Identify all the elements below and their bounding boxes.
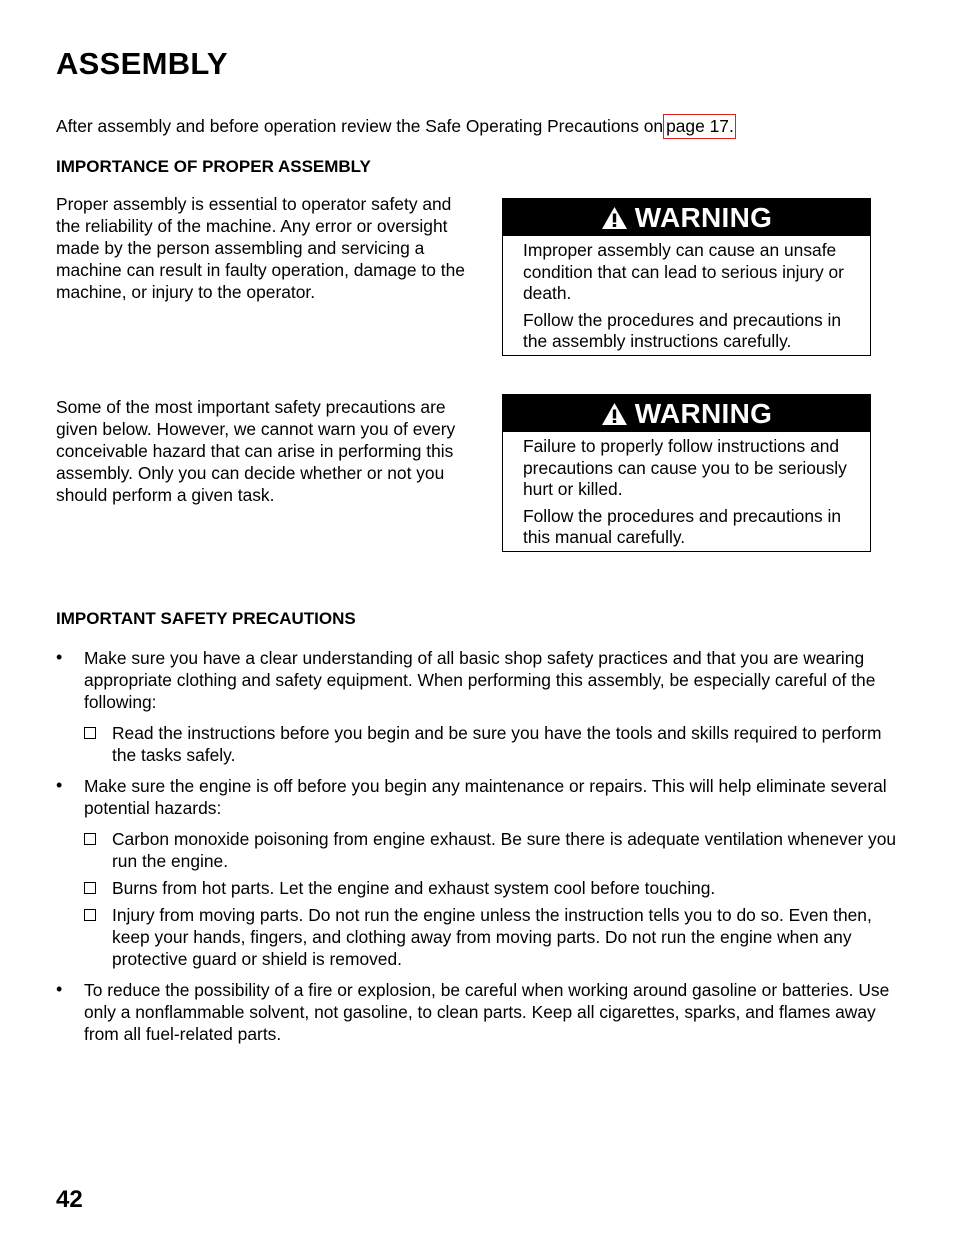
- warning-label: WARNING: [634, 397, 773, 429]
- bullet-icon: •: [56, 775, 63, 795]
- section-heading-safety-precautions: IMPORTANT SAFETY PRECAUTIONS: [56, 609, 356, 628]
- intro-period: .: [728, 116, 734, 136]
- checkbox-icon: [84, 909, 96, 921]
- warning-body: [503, 432, 870, 551]
- safety-precautions-list: [56, 647, 906, 1054]
- sub-list-item: [84, 877, 906, 899]
- bullet-icon: •: [56, 647, 63, 667]
- sub-list-item: [84, 904, 906, 970]
- sub-list-item-text: Injury from moving parts. Do not run the engine unless the instruction tells you to do so. Even then, keep your hands, fingers, and clothing away from moving parts. Do not run the engine when any protective guard or shield is removed.: [112, 905, 872, 969]
- warning-line: Improper assembly can cause an unsafe condition that can lead to serious injury or death.: [523, 240, 844, 303]
- page-title: ASSEMBLY: [56, 46, 228, 81]
- warning-header: [503, 199, 870, 236]
- warning-triangle-icon: [601, 206, 628, 230]
- page-17-link[interactable]: [663, 114, 736, 139]
- sub-list-item-text: Read the instructions before you begin and be sure you have the tools and skills required to perform the tasks safely.: [112, 723, 882, 765]
- warning-line: Failure to properly follow instructions and precautions can cause you to be seriously hurt or killed.: [523, 436, 847, 499]
- warning-box-instructions: [502, 394, 871, 552]
- warning-line: Follow the procedures and precautions in the assembly instructions carefully.: [523, 309, 842, 351]
- sub-list-item-text: Burns from hot parts. Let the engine and exhaust system cool before touching.: [112, 878, 716, 898]
- bullet-icon: •: [56, 979, 63, 999]
- checkbox-icon: [84, 727, 96, 739]
- list-item: [56, 647, 906, 766]
- section-heading-proper-assembly: IMPORTANCE OF PROPER ASSEMBLY: [56, 157, 371, 176]
- proper-assembly-paragraph: [56, 193, 476, 303]
- sub-list-item: [84, 828, 906, 872]
- checkbox-icon: [84, 882, 96, 894]
- intro-text: [56, 115, 736, 137]
- list-item-text: Make sure the engine is off before you begin any maintenance or repairs. This will help eliminate several potential hazards:: [84, 776, 887, 818]
- warning-label: WARNING: [634, 201, 773, 233]
- safety-intro-paragraph: [56, 396, 476, 506]
- intro-sentence: After assembly and before operation review the Safe Operating Precautions on: [56, 116, 664, 136]
- list-item: [56, 979, 906, 1045]
- page-17-link-text[interactable]: page 17: [666, 116, 729, 136]
- list-item-text: Make sure you have a clear understanding of all basic shop safety practices and that you are wearing appropriate clothing and safety equipment. When performing this assembly, be especially careful of the following:: [84, 648, 876, 712]
- sub-list-item: [84, 722, 906, 766]
- warning-body: [503, 236, 870, 355]
- list-item-text: To reduce the possibility of a fire or explosion, be careful when working around gasoline or batteries. Use only a nonflammable solvent, not gasoline, to clean parts. Keep all cigarettes, sparks, and flames away from all fuel-related parts.: [84, 980, 890, 1044]
- checkbox-icon: [84, 833, 96, 845]
- warning-line: Follow the procedures and precautions in this manual carefully.: [523, 505, 842, 547]
- paragraph-text: Proper assembly is essential to operator safety and the reliability of the machine. Any error or oversight made by the person assembling and servicing a machine can result in faulty operation, damage to the machine, or injury to the operator.: [56, 194, 465, 302]
- page-number: 42: [56, 1186, 83, 1213]
- warning-box-assembly: [502, 198, 871, 356]
- list-item: [56, 775, 906, 970]
- sub-list-item-text: Carbon monoxide poisoning from engine exhaust. Be sure there is adequate ventilation whenever you run the engine.: [112, 829, 897, 871]
- warning-triangle-icon: [601, 402, 628, 426]
- paragraph-text: Some of the most important safety precautions are given below. However, we cannot warn you of every conceivable hazard that can arise in performing this assembly. Only you can decide whether or not you should perform a given task.: [56, 397, 456, 505]
- warning-header: [503, 395, 870, 432]
